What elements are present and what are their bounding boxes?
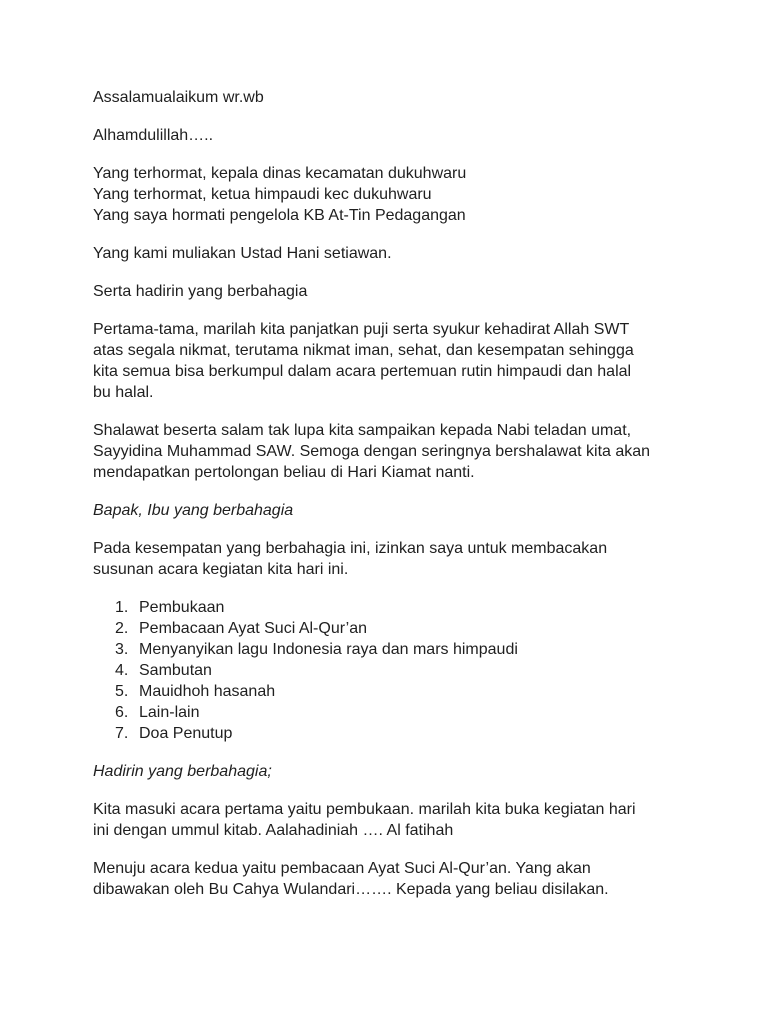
agenda-list bbox=[93, 597, 693, 744]
list-number: 4. bbox=[115, 662, 129, 679]
paragraph-line: Sayyidina Muhammad SAW. Semoga dengan seringnya bershalawat kita akan bbox=[93, 443, 651, 460]
paragraph-line: atas segala nikmat, terutama nikmat iman, sehat, dan kesempatan sehingga bbox=[93, 342, 634, 359]
list-item bbox=[93, 639, 693, 660]
list-number: 5. bbox=[115, 683, 129, 700]
hamdalah: Alhamdulillah….. bbox=[93, 127, 214, 144]
paragraph-line: dibawakan oleh Bu Cahya Wulandari……. Kepada yang beliau disilakan. bbox=[93, 881, 609, 898]
address-bapak-ibu: Bapak, Ibu yang berbahagia bbox=[93, 502, 294, 519]
address-hadirin: Hadirin yang berbahagia; bbox=[93, 763, 272, 780]
greeting: Assalamualaikum wr.wb bbox=[93, 89, 264, 106]
paragraph-line: susunan acara kegiatan kita hari ini. bbox=[93, 561, 349, 578]
list-text: Menyanyikan lagu Indonesia raya dan mars himpaudi bbox=[139, 641, 518, 658]
list-item bbox=[93, 702, 693, 723]
list-number: 3. bbox=[115, 641, 129, 658]
paragraph-line: bu halal. bbox=[93, 384, 154, 401]
honorific-line: Yang saya hormati pengelola KB At-Tin Pedagangan bbox=[93, 207, 466, 224]
paragraph-line: mendapatkan pertolongan beliau di Hari Kiamat nanti. bbox=[93, 464, 475, 481]
paragraph-line: Menuju acara kedua yaitu pembacaan Ayat Suci Al-Qur’an. Yang akan bbox=[93, 860, 591, 877]
document-page bbox=[93, 87, 693, 900]
paragraph-line: Pada kesempatan yang berbahagia ini, izinkan saya untuk membacakan bbox=[93, 540, 608, 557]
list-text: Pembacaan Ayat Suci Al-Qur’an bbox=[139, 620, 367, 637]
list-item bbox=[93, 597, 693, 618]
opening-paragraph bbox=[93, 799, 693, 841]
audience-greeting: Serta hadirin yang berbahagia bbox=[93, 283, 308, 300]
list-item bbox=[93, 723, 693, 744]
list-text: Pembukaan bbox=[139, 599, 225, 616]
honorific-line: Yang terhormat, ketua himpaudi kec dukuhwaru bbox=[93, 186, 432, 203]
paragraph-line: kita semua bisa berkumpul dalam acara pertemuan rutin himpaudi dan halal bbox=[93, 363, 632, 380]
list-text: Mauidhoh hasanah bbox=[139, 683, 276, 700]
list-text: Sambutan bbox=[139, 662, 212, 679]
shalawat-paragraph bbox=[93, 420, 693, 483]
list-text: Doa Penutup bbox=[139, 725, 233, 742]
paragraph-line: Shalawat beserta salam tak lupa kita sampaikan kepada Nabi teladan umat, bbox=[93, 422, 632, 439]
list-item bbox=[93, 618, 693, 639]
honored-guest: Yang kami muliakan Ustad Hani setiawan. bbox=[93, 245, 392, 262]
paragraph-line: ini dengan ummul kitab. Aalahadiniah …. Al fatihah bbox=[93, 822, 454, 839]
honorific-line: Yang terhormat, kepala dinas kecamatan dukuhwaru bbox=[93, 165, 467, 182]
agenda-intro-paragraph bbox=[93, 538, 693, 580]
honorifics-paragraph bbox=[93, 163, 693, 226]
list-number: 1. bbox=[115, 599, 129, 616]
gratitude-paragraph bbox=[93, 319, 693, 403]
list-item bbox=[93, 660, 693, 681]
list-number: 6. bbox=[115, 704, 129, 721]
list-number: 7. bbox=[115, 725, 129, 742]
list-item bbox=[93, 681, 693, 702]
paragraph-line: Kita masuki acara pertama yaitu pembukaan. marilah kita buka kegiatan hari bbox=[93, 801, 636, 818]
paragraph-line: Pertama-tama, marilah kita panjatkan puji serta syukur kehadirat Allah SWT bbox=[93, 321, 630, 338]
list-text: Lain-lain bbox=[139, 704, 200, 721]
quran-paragraph bbox=[93, 858, 693, 900]
list-number: 2. bbox=[115, 620, 129, 637]
